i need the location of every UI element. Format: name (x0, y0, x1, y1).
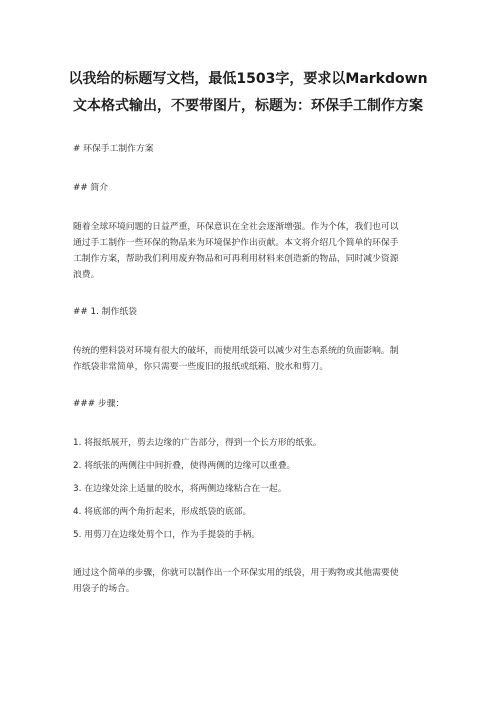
step-item: 5. 用剪刀在边缘处剪个口，作为手提袋的手柄。 (73, 530, 261, 540)
markdown-h1: # 环保手工制作方案 (73, 144, 154, 154)
step-item: 3. 在边缘处涂上适量的胶水，将两侧边缘粘合在一起。 (73, 484, 287, 494)
closing-line: 用袋子的场合。 (73, 584, 135, 594)
intro-line: 通过手工制作一些环保的物品来为环境保护作出贡献。本文将介绍几个简单的环保手 (73, 238, 399, 248)
markdown-h3-steps: ### 步骤： (73, 399, 125, 409)
closing-line: 通过这个简单的步骤，你就可以制作出一个环保实用的纸袋，用于购物或其他需要使 (73, 568, 399, 578)
step-item: 2. 将纸张的两侧往中间折叠，使得两侧的边缘可以重叠。 (73, 461, 296, 471)
markdown-h2-intro: ## 简介 (73, 183, 109, 193)
markdown-h2-section1: ## 1. 制作纸袋 (73, 307, 137, 317)
step-item: 4. 将底部的两个角折起来，形成纸袋的底部。 (73, 507, 252, 517)
doc-title-line-1: 以我给的标题写文档，最低1503字，要求以Markdown (68, 71, 428, 87)
section1-line: 作纸袋非常简单，你只需要一些废旧的报纸或纸箱、胶水和剪刀。 (73, 362, 329, 372)
intro-line: 随着全球环境问题的日益严重，环保意识在全社会逐渐增强。作为个体，我们也可以 (73, 222, 399, 232)
intro-line: 工制作方案，帮助我们利用废弃物品和可再利用材料来创造新的物品，同时减少资源 (73, 254, 399, 264)
section1-line: 传统的塑料袋对环境有很大的破坏，而使用纸袋可以减少对生态系统的负面影响。制 (73, 346, 399, 356)
doc-title-line-2: 文本格式输出，不要带图片，标题为：环保手工制作方案 (73, 98, 423, 114)
intro-line: 浪费。 (73, 270, 100, 280)
step-item: 1. 将报纸展开，剪去边缘的广告部分，得到一个长方形的纸张。 (73, 438, 322, 448)
